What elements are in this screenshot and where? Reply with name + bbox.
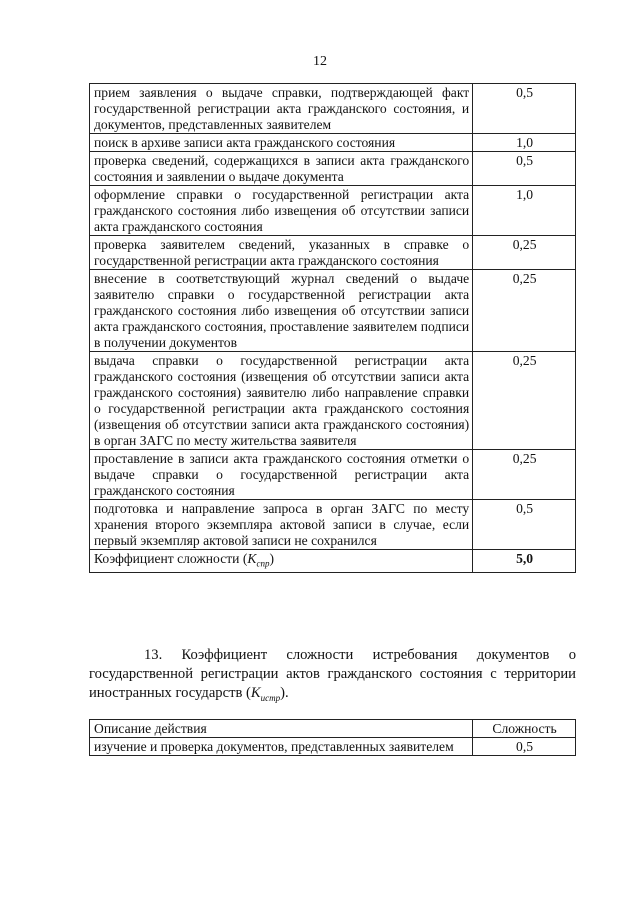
value-cell: 0,25	[473, 450, 576, 500]
value-cell: 0,5	[473, 500, 576, 550]
table-row	[90, 500, 576, 550]
action-cell: поиск в архиве записи акта гражданского состояния	[90, 134, 473, 152]
total-subscript: спр	[256, 558, 270, 569]
complexity-table	[89, 83, 576, 573]
section-13-paragraph	[89, 646, 576, 708]
value-cell: 1,0	[473, 134, 576, 152]
value-cell: 0,25	[473, 236, 576, 270]
foreign-documents-table	[89, 719, 576, 756]
header-value: Сложность	[473, 720, 576, 738]
action-cell: оформление справки о государственной регистрации акта гражданского состояния либо извещения об отсутствии записи акта гражданского состояния	[90, 186, 473, 236]
table-row	[90, 186, 576, 236]
value-cell: 0,5	[473, 84, 576, 134]
paragraph-subscript: истр	[260, 692, 281, 703]
total-label: Коэффициент сложности (	[94, 551, 248, 566]
paragraph-text-end: ).	[280, 685, 289, 701]
paragraph-text: 13. Коэффициент сложности истребования документов о государственной регистрации актов гражданского состояния с территории иностранных государств (	[89, 647, 576, 701]
value-cell: 0,25	[473, 352, 576, 450]
table-row	[90, 236, 576, 270]
total-label-cell	[90, 550, 473, 573]
action-cell: проверка сведений, содержащихся в записи акта гражданского состояния и заявлении о выдаче документа	[90, 152, 473, 186]
value-cell: 0,5	[473, 738, 576, 756]
action-cell: подготовка и направление запроса в орган ЗАГС по месту хранения второго экземпляра актовой записи в случае, если первый экземпляр актовой записи не сохранился	[90, 500, 473, 550]
action-cell: прием заявления о выдаче справки, подтверждающей факт государственной регистрации акта гражданского состояния, и документов, представленных заявителем	[90, 84, 473, 134]
action-cell: выдача справки о государственной регистрации акта гражданского состояния (извещения об отсутствии записи акта гражданского состояния) заявителю либо направление справки о государственной регистрации акта гражданского состояния (извещения об отсутствии записи акта гражданского состояния) в орган ЗАГС по месту жительства заявителя	[90, 352, 473, 450]
table-header-row	[90, 720, 576, 738]
table-row	[90, 450, 576, 500]
value-cell: 1,0	[473, 186, 576, 236]
table-row	[90, 738, 576, 756]
action-cell: внесение в соответствующий журнал сведений о выдаче заявителю справки о государственной регистрации акта гражданского состояния либо извещения об отсутствии записи акта гражданского состояния, проставление заявителем подписи в получении документов	[90, 270, 473, 352]
table-row	[90, 152, 576, 186]
paragraph-symbol: K	[250, 685, 261, 701]
action-cell: изучение и проверка документов, представленных заявителем	[90, 738, 473, 756]
action-cell: проверка заявителем сведений, указанных в справке о государственной регистрации акта гражданского состояния	[90, 236, 473, 270]
header-action: Описание действия	[90, 720, 473, 738]
action-cell: проставление в записи акта гражданского состояния отметки о выдаче справки о государственной регистрации акта гражданского состояния	[90, 450, 473, 500]
table-row	[90, 134, 576, 152]
table-row	[90, 84, 576, 134]
value-cell: 0,5	[473, 152, 576, 186]
value-cell: 0,25	[473, 270, 576, 352]
total-label-end: )	[269, 551, 274, 566]
table-row	[90, 270, 576, 352]
page-number: 12	[313, 54, 327, 69]
table-row	[90, 352, 576, 450]
total-row	[90, 550, 576, 573]
total-value: 5,0	[473, 550, 576, 573]
total-symbol: K	[247, 551, 257, 566]
